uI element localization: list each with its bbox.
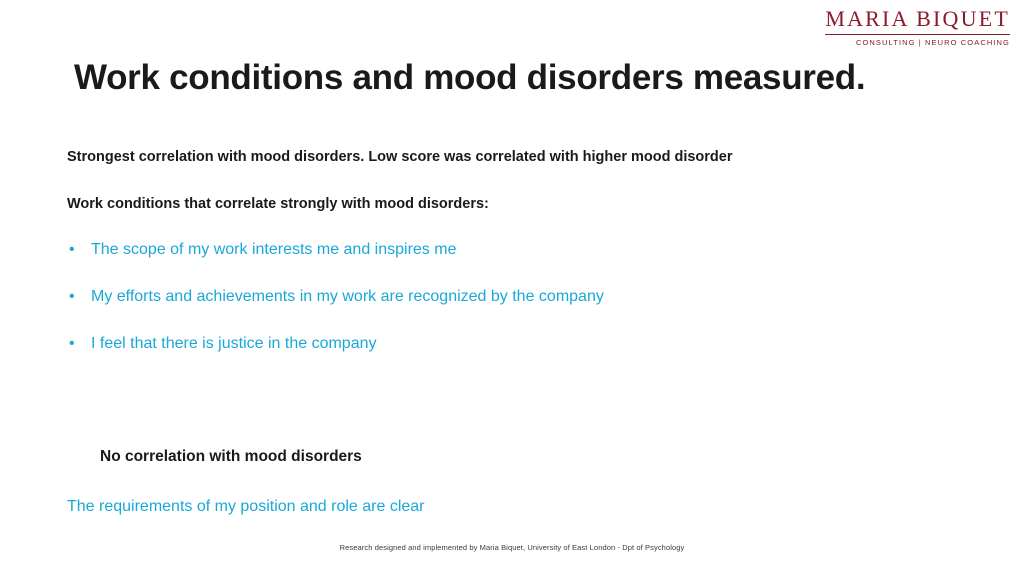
section-subheading: No correlation with mood disorders (100, 448, 362, 465)
lead-paragraph-1: Strongest correlation with mood disorders. Low score was correlated with higher mood disorder (67, 149, 733, 165)
lead-paragraph-2: Work conditions that correlate strongly with mood disorders: (67, 196, 489, 212)
list-item (67, 240, 867, 259)
list-item-label: I feel that there is justice in the company (91, 335, 377, 353)
brand-logo (825, 8, 1010, 47)
brand-tagline: CONSULTING | NEURO COACHING (855, 38, 1010, 47)
list-item-label: My efforts and achievements in my work are recognized by the company (91, 288, 604, 306)
list-item (67, 334, 867, 353)
list-item-label: The scope of my work interests me and inspires me (91, 241, 457, 258)
bullet-dot-icon: • (69, 288, 75, 306)
logo-divider (825, 34, 1010, 35)
footer-credit: Research designed and implemented by Maria Biquet, University of East London - Dpt of Psychology (339, 543, 685, 552)
page-title: Work conditions and mood disorders measured. (74, 58, 866, 97)
brand-name: MARIA BIQUET (825, 6, 1010, 31)
bullet-dot-icon: • (69, 241, 75, 258)
bullet-list (67, 240, 867, 382)
closing-statement: The requirements of my position and role are clear (67, 498, 425, 515)
list-item (67, 287, 867, 306)
bullet-dot-icon: • (69, 335, 75, 353)
